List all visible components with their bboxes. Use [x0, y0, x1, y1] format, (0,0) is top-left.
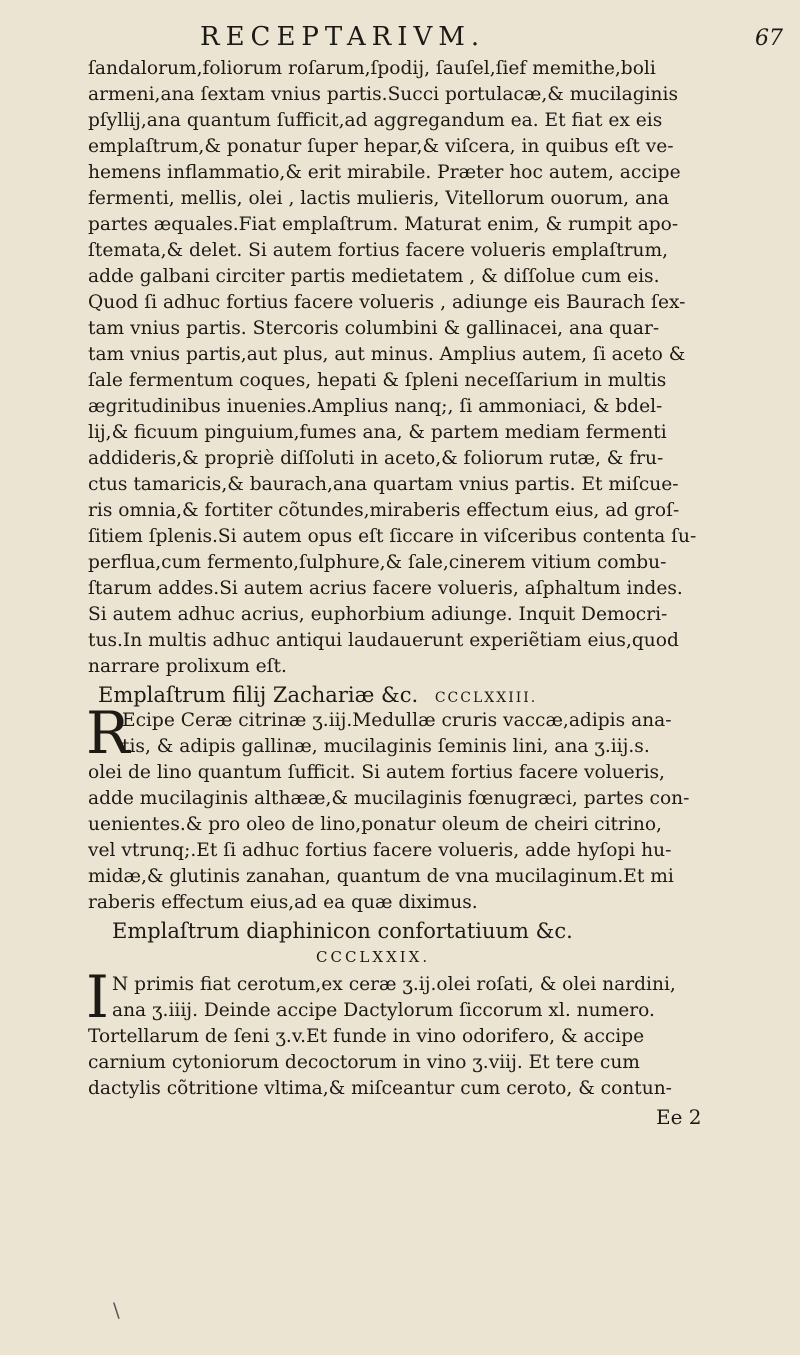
text-line: lij,& ficuum pinguium,fumes ana, & partem mediam fermenti: [88, 422, 667, 443]
section-title: Emplaſtrum filij Zachariæ &c.: [98, 683, 419, 707]
section-heading: [112, 918, 573, 944]
text-line: tam vnius partis,aut plus, aut minus. Amplius autem, ſi aceto &: [88, 344, 686, 365]
drop-capital: R: [86, 699, 130, 767]
text-line: tis, & adipis gallinæ, mucilaginis ſeminis lini, ana ʒ.iij.s.: [122, 736, 650, 757]
text-line: hemens inflammatio,& erit mirabile. Præter hoc autem, accipe: [88, 162, 681, 183]
section-heading: [98, 682, 537, 708]
text-line: pſyllij,ana quantum ſufficit,ad aggregandum ea. Et fiat ex eis: [88, 110, 663, 131]
text-line: tam vnius partis. Stercoris columbini & gallinacei, ana quar-: [88, 318, 660, 339]
text-line: partes æquales.Fiat emplaſtrum. Maturat enim, & rumpit apo-: [88, 214, 679, 235]
signature-mark: Ee 2: [656, 1105, 702, 1129]
running-title: RECEPTARIVM.: [200, 22, 486, 52]
text-line: ris omnia,& fortiter cõtundes,miraberis effectum eius, ad groſ-: [88, 500, 680, 521]
text-line: ſandalorum,foliorum roſarum,ſpodij, ſauſel,ſief memithe,boli: [88, 58, 656, 79]
text-line: vel vtrunq;.Et ſi adhuc fortius facere volueris, adde hyſopi hu-: [88, 840, 672, 861]
text-line: Si autem adhuc acrius, euphorbium adiunge. Inquit Democri-: [88, 604, 668, 625]
drop-capital: I: [86, 963, 109, 1031]
text-line: N primis fiat cerotum,ex ceræ ʒ.ij.olei roſati, & olei nardini,: [112, 974, 676, 995]
text-line: addideris,& propriè diſſoluti in aceto,& foliorum rutæ, & fru-: [88, 448, 664, 469]
section-number: CCCLXXIX.: [316, 948, 431, 966]
page-number: 67: [755, 26, 783, 51]
text-line: ſtarum addes.Si autem acrius facere volueris, aſphaltum indes.: [88, 578, 683, 599]
text-line: ægritudinibus inuenies.Amplius nanq;, ſi ammoniaci, & bdel-: [88, 396, 663, 417]
text-line: Ecipe Ceræ citrinæ ʒ.iij.Medullæ cruris vaccæ,adipis ana-: [122, 710, 672, 731]
section-number: CCCLXXIII.: [434, 690, 538, 706]
text-line: carnium cytoniorum decoctorum in vino ʒ.viij. Et tere cum: [88, 1052, 640, 1073]
text-line: ana ʒ.iiij. Deinde accipe Dactylorum ſiccorum xl. numero.: [112, 1000, 655, 1021]
text-line: perflua,cum fermento,ſulphure,& ſale,cinerem vitium combu-: [88, 552, 667, 573]
text-line: olei de lino quantum ſufficit. Si autem fortius facere volueris,: [88, 762, 665, 783]
text-line: ctus tamaricis,& baurach,ana quartam vnius partis. Et miſcue-: [88, 474, 679, 495]
text-line: uenientes.& pro oleo de lino,ponatur oleum de cheiri citrino,: [88, 814, 662, 835]
text-line: adde mucilaginis althææ,& mucilaginis fœnugræci, partes con-: [88, 788, 690, 809]
text-line: adde galbani circiter partis medietatem , & diſſolue cum eis.: [88, 266, 660, 287]
running-head: [0, 22, 800, 58]
text-line: narrare prolixum eſt.: [88, 656, 287, 677]
text-line: Tortellarum de ſeni ʒ.v.Et funde in vino odorifero, & accipe: [88, 1026, 645, 1047]
text-line: armeni,ana ſextam vnius partis.Succi portulacæ,& mucilaginis: [88, 84, 679, 105]
text-line: Quod ſi adhuc fortius facere volueris , adiunge eis Baurach ſex-: [88, 292, 686, 313]
text-line: ſale fermentum coques, hepati & ſpleni neceſſarium in multis: [88, 370, 667, 391]
text-line: midæ,& glutinis zanahan, quantum de vna mucilaginum.Et mi: [88, 866, 674, 887]
text-line: ſitiem ſplenis.Si autem opus eſt ſiccare in viſceribus contenta ſu-: [88, 526, 697, 547]
section-title: Emplaſtrum diaphinicon confortatiuum &c.: [112, 919, 573, 943]
text-line: fermenti, mellis, olei , lactis mulieris, Vitellorum ouorum, ana: [88, 188, 670, 209]
stray-mark: \: [113, 1298, 120, 1322]
text-line: raberis effectum eius,ad ea quæ diximus.: [88, 892, 478, 913]
text-line: emplaſtrum,& ponatur ſuper hepar,& viſcera, in quibus eſt ve-: [88, 136, 674, 157]
text-line: ſtemata,& delet. Si autem fortius facere volueris emplaſtrum,: [88, 240, 669, 261]
text-line: dactylis cõtritione vltima,& miſceantur cum ceroto, & contun-: [88, 1078, 672, 1099]
text-line: tus.In multis adhuc antiqui laudauerunt experiẽtiam eius,quod: [88, 630, 679, 651]
